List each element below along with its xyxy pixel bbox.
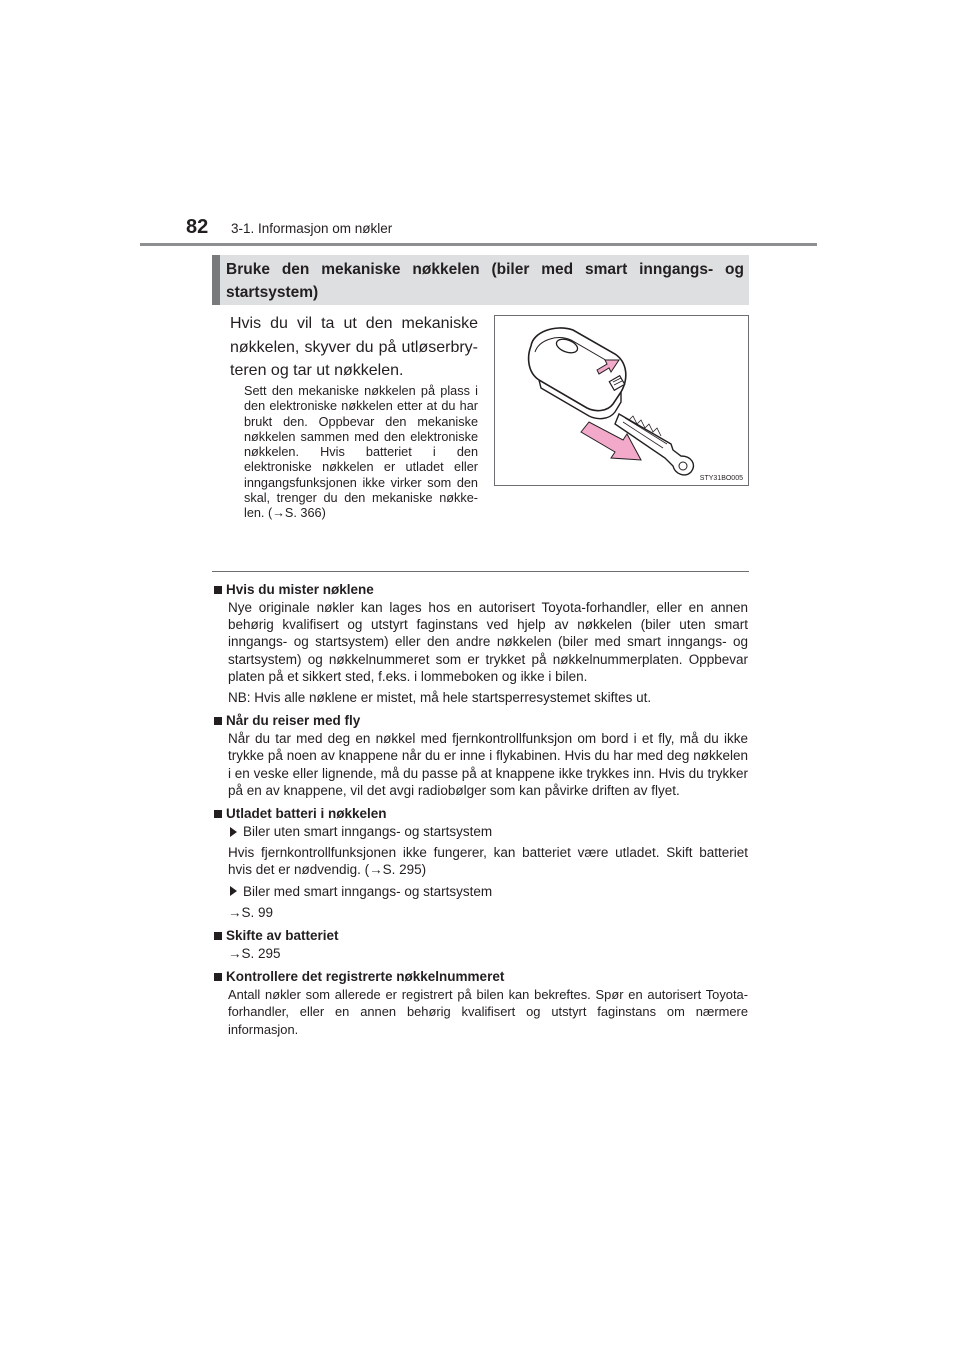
sub-heading: Biler uten smart inngangs- og startsystem xyxy=(243,824,493,840)
item-heading: Kontrollere det registrerte nøkkelnummeret xyxy=(226,969,505,985)
list-item xyxy=(213,967,748,1038)
header-rule xyxy=(140,243,817,246)
item-heading: Når du reiser med fly xyxy=(226,713,361,729)
item-paragraph: →S. 295 xyxy=(228,946,281,962)
item-heading: Hvis du mister nøklene xyxy=(226,582,374,597)
bullet-square-icon xyxy=(214,717,222,725)
item-paragraph: →S. 99 xyxy=(228,904,274,920)
bullet-square-icon xyxy=(214,586,222,594)
separator-rule xyxy=(212,571,749,572)
item-paragraph: Hvis fjernkontrollfunksjonen ikke fungerer, kan batteriet være utladet. Skift batteriet hvis det er nødvendig. (→S. 295) xyxy=(228,845,748,878)
figure-code: STY31BO005 xyxy=(699,475,743,482)
bullet-triangle-icon xyxy=(230,827,237,837)
bullet-square-icon xyxy=(214,810,222,818)
list-item xyxy=(213,804,748,921)
bullet-square-icon xyxy=(214,932,222,940)
item-heading: Skifte av batteriet xyxy=(226,928,339,944)
notes-section xyxy=(213,580,748,1043)
section-header-box xyxy=(212,255,749,305)
item-paragraph: NB: Hvis alle nøklene er mistet, må hele startsperresystemet skiftes ut. xyxy=(228,690,652,706)
sub-heading: Biler med smart inngangs- og startsystem xyxy=(243,883,493,899)
item-paragraph: Antall nøkler som allerede er registrert på bilen kan bekreftes. Spør en autorisert Toyota-forhandler, eller en annen behørig kvalifisert og utstyrt faginstans om nærmere informasjon. xyxy=(228,987,748,1037)
item-heading: Utladet batteri i nøkkelen xyxy=(226,806,387,822)
list-item xyxy=(213,580,748,706)
key-figure xyxy=(494,315,749,486)
page-number: 82 xyxy=(186,216,209,238)
intro-note: Sett den mekaniske nøkkelen på plass i den elektroniske nøkkelen etter at du har brukt den. Oppbevar den mekaniske nøkkelen sammen med den elektroniske nøkkelen. Hvis batteriet i den elektroniske nøkkelen er utladet eller inngangsfunksjonen ikke virker som den skal, trenger du den mekaniske nøkkelen. (→S. 366) xyxy=(244,384,478,521)
list-item xyxy=(213,926,748,962)
intro-paragraph: Hvis du vil ta ut den mekaniske nøkkelen, skyver du på utløserbryteren og tar ut nøkkelen. xyxy=(230,315,478,379)
item-paragraph: Når du tar med deg en nøkkel med fjernkontrollfunksjon om bord i et fly, må du ikke trykke på noen av knappene når du er inne i flykabinen. Hvis du har med deg nøkkelen i en veske eller lignende, må du passe på at knappene ikke trykkes inn. Hvis du trykker på en av knappene, vil det avgi radiobølger som kan påvirke driften av flyet. xyxy=(228,731,748,798)
bullet-square-icon xyxy=(214,973,222,981)
electronic-key-illustration-icon xyxy=(495,316,748,485)
section-title: 3-1. Informasjon om nøkler xyxy=(231,221,393,236)
bullet-triangle-icon xyxy=(230,886,237,896)
list-item xyxy=(213,711,748,799)
item-paragraph: Nye originale nøkler kan lages hos en autorisert Toyota-forhandler, eller en annen behørig kvalifisert og utstyrt faginstans ved hjelp av nøkkelen (biler uten smart inngangs- og startsystem) eller den andre nøkkelen (biler med smart inngangs- og startsystem) og nøkkelnummeret som er trykket på nøkkelnummerplaten. Oppbevar platen på et sikkert sted, f.eks. i lommeboken og ikke i bilen. xyxy=(228,600,748,684)
section-header-title: Bruke den mekaniske nøkkelen (biler med smart inngangs- og startsystem) xyxy=(226,261,744,301)
section-header-bar xyxy=(212,255,220,305)
